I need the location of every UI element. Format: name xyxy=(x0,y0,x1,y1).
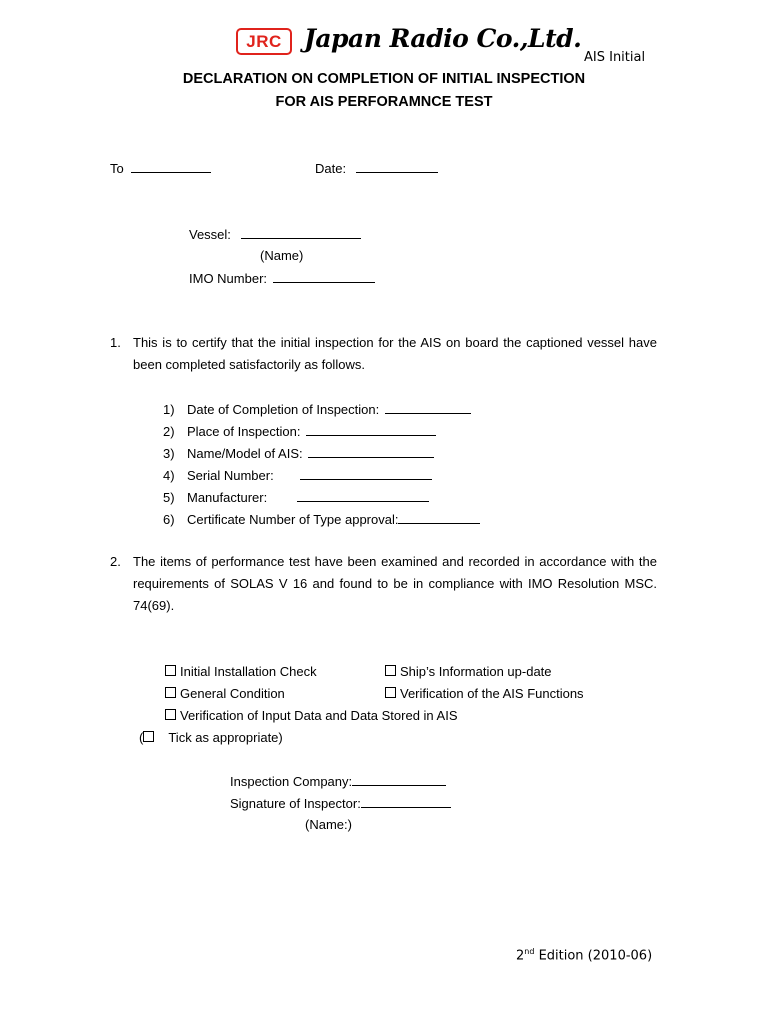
list-item-number: 2) xyxy=(163,424,175,439)
list-item xyxy=(163,467,432,483)
checkbox[interactable] xyxy=(165,687,176,698)
list-item-label: Name/Model of AIS: xyxy=(187,446,303,461)
title-line-2: FOR AIS PERFORAMNCE TEST xyxy=(275,94,493,110)
checkbox[interactable] xyxy=(385,665,396,676)
checklist-label: Verification of the AIS Functions xyxy=(400,686,584,701)
date-blank[interactable] xyxy=(356,160,438,173)
checklist-item[interactable] xyxy=(385,686,584,701)
imo-blank[interactable] xyxy=(273,270,375,283)
inspection-company-label: Inspection Company: xyxy=(230,774,353,789)
checklist-label: General Condition xyxy=(180,686,285,701)
inspection-company-blank[interactable] xyxy=(352,773,446,786)
section-1-number: 1. xyxy=(110,335,121,350)
section-1-text: This is to certify that the initial inspection for the AIS on board the captioned vessel have been completed satisfactorily as follows. xyxy=(133,335,657,372)
company-name: Japan Radio Co.,Ltd. xyxy=(304,24,582,53)
certificate-blank[interactable] xyxy=(398,511,480,524)
to-field xyxy=(110,160,211,176)
list-item-label: Serial Number: xyxy=(187,468,274,483)
checklist-note xyxy=(139,730,283,745)
edition-text: Edition (2010-06) xyxy=(534,948,653,964)
list-item xyxy=(163,423,436,439)
checklist-item[interactable] xyxy=(165,686,285,701)
list-item xyxy=(163,511,480,527)
place-blank[interactable] xyxy=(306,423,436,436)
edition-footer xyxy=(516,947,652,963)
inspection-company-field xyxy=(230,773,446,789)
checklist-item[interactable] xyxy=(165,708,458,723)
list-item-label: Certificate Number of Type approval: xyxy=(187,512,399,527)
list-item-number: 4) xyxy=(163,468,175,483)
date-field xyxy=(315,160,438,176)
jrc-logo-text: JRC xyxy=(246,32,282,51)
jrc-logo xyxy=(236,28,292,55)
list-item xyxy=(163,401,471,417)
list-item-number: 6) xyxy=(163,512,175,527)
note-text: Tick as appropriate) xyxy=(168,730,283,745)
list-item-number: 5) xyxy=(163,490,175,505)
list-item xyxy=(163,445,434,461)
checklist-label: Ship’s Information up-date xyxy=(400,664,552,679)
checkbox-sample-icon xyxy=(143,731,154,742)
signature-field xyxy=(230,795,451,811)
note-open-paren: ( xyxy=(139,730,144,745)
serial-blank[interactable] xyxy=(300,467,432,480)
list-item-label: Place of Inspection: xyxy=(187,424,301,439)
list-item-number: 3) xyxy=(163,446,175,461)
list-item xyxy=(163,489,429,505)
title-line-1: DECLARATION ON COMPLETION OF INITIAL INSPECTION xyxy=(182,71,586,87)
model-blank[interactable] xyxy=(308,445,434,458)
vessel-blank[interactable] xyxy=(241,226,361,239)
checklist-label: Initial Installation Check xyxy=(180,664,317,679)
imo-label: IMO Number: xyxy=(189,271,268,286)
checkbox[interactable] xyxy=(385,687,396,698)
vessel-label: Vessel: xyxy=(189,227,231,242)
completion-date-blank[interactable] xyxy=(385,401,471,414)
list-item-label: Date of Completion of Inspection: xyxy=(187,402,380,417)
inspector-name-hint: (Name:) xyxy=(305,817,352,832)
manufacturer-blank[interactable] xyxy=(297,489,429,502)
edition-ordinal: nd xyxy=(524,947,535,956)
section-2-text: The items of performance test have been examined and recorded in accordance with the requirements of SOLAS V 16 and found to be in compliance with IMO Resolution MSC. 74(69). xyxy=(133,554,657,613)
signature-blank[interactable] xyxy=(361,795,451,808)
signature-label: Signature of Inspector: xyxy=(230,796,361,811)
list-item-number: 1) xyxy=(163,402,175,417)
checklist-label: Verification of Input Data and Data Stored in AIS xyxy=(180,708,458,723)
edition-number: 2 xyxy=(516,948,525,964)
document-tag: AIS Initial xyxy=(584,50,646,65)
to-blank[interactable] xyxy=(131,160,211,173)
checklist-item[interactable] xyxy=(165,664,317,679)
checkbox[interactable] xyxy=(165,665,176,676)
section-2-number: 2. xyxy=(110,554,121,569)
to-label: To xyxy=(110,161,124,176)
list-item-label: Manufacturer: xyxy=(187,490,268,505)
checklist-item[interactable] xyxy=(385,664,552,679)
vessel-name-hint: (Name) xyxy=(260,248,304,263)
imo-field xyxy=(189,270,375,286)
checkbox[interactable] xyxy=(165,709,176,720)
vessel-field xyxy=(189,226,361,242)
date-label: Date: xyxy=(315,161,347,176)
